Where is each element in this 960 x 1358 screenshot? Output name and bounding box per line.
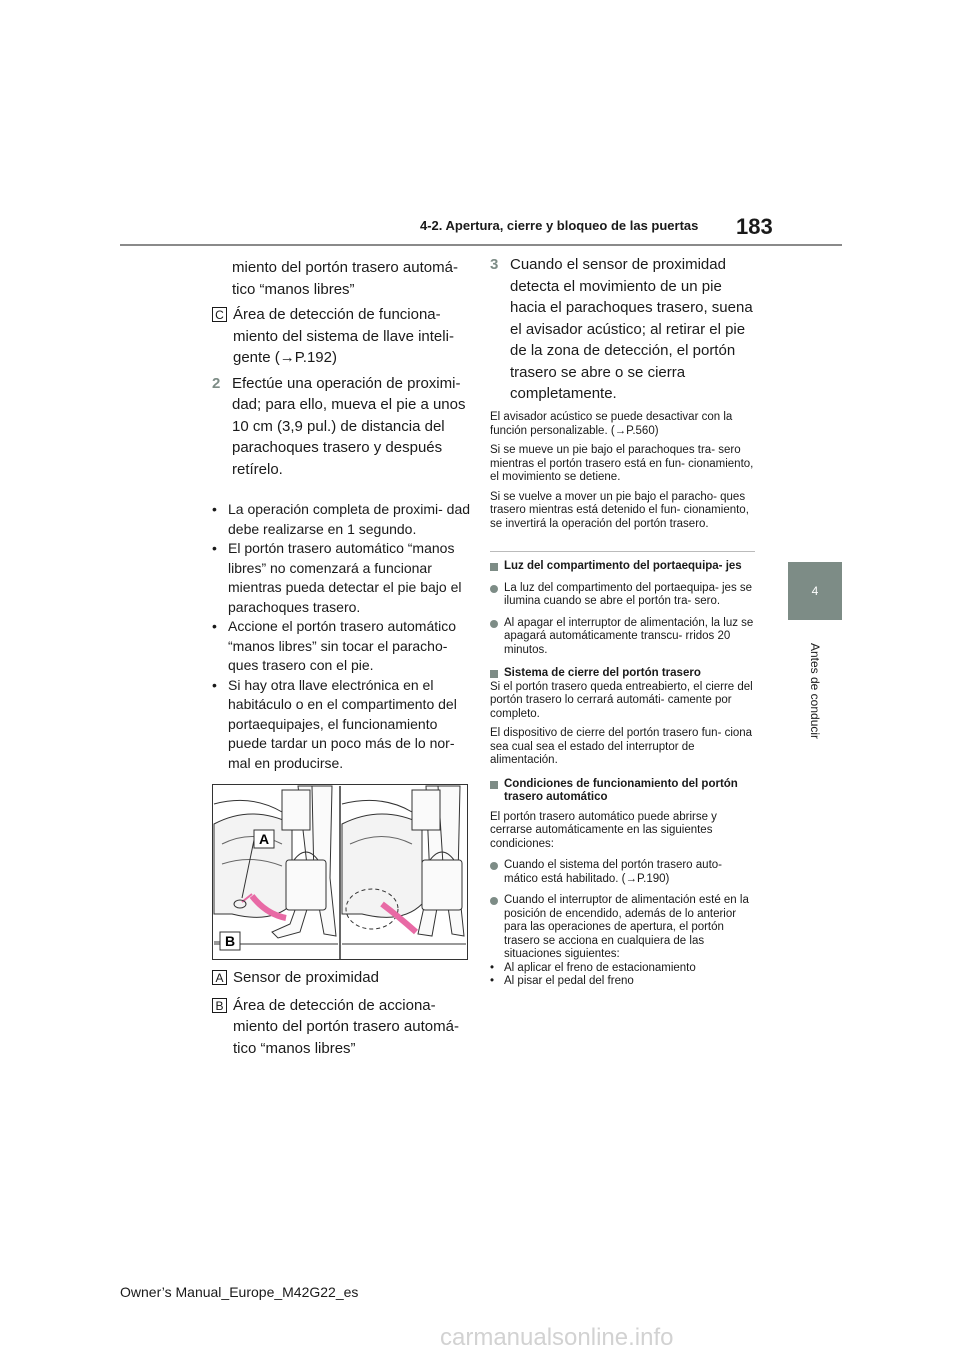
list-item: • La operación completa de proximi- dad debe realizarse en 1 segundo. bbox=[212, 501, 471, 537]
label-a-text: Sensor de proximidad bbox=[233, 969, 379, 986]
list-item: • Al aplicar el freno de estacionamiento bbox=[490, 961, 696, 974]
note-2: Si se mueve un pie bajo el parachoques tra- sero mientras el portón trasero está en fun- cionamiento, el movimiento se detiene. bbox=[490, 444, 754, 483]
label-c-box: C bbox=[212, 307, 227, 322]
section-trunk-light bbox=[490, 551, 755, 657]
step-2-text: Efectúe una operación de proximi- dad; para ello, mueva el pie a unos 10 cm (3,9 pul.) de distancia del parachoques trasero y después retírelo. bbox=[232, 374, 466, 478]
square-bullet-icon bbox=[490, 781, 498, 789]
label-b-box: B bbox=[212, 998, 227, 1013]
list-item: • Al pisar el pedal del freno bbox=[490, 975, 634, 987]
callout-b: B bbox=[224, 933, 236, 949]
circle-bullet-icon bbox=[490, 620, 498, 628]
section-tailgate-closer bbox=[490, 667, 755, 768]
paragraph: El portón trasero automático puede abrirse y cerrarse automáticamente en las siguientes condiciones: bbox=[490, 810, 717, 850]
watermark: carmanualsonline.info bbox=[440, 1324, 674, 1351]
proximity-sensor-illustration bbox=[212, 784, 468, 960]
label-a-row bbox=[212, 967, 474, 989]
circle-bullet-icon bbox=[490, 585, 498, 593]
list-item: Cuando el sistema del portón trasero auto- mático está habilitado. (→P.190) bbox=[490, 859, 755, 886]
callout-a: A bbox=[258, 831, 270, 847]
header-divider bbox=[120, 244, 842, 246]
list-item: La luz del compartimento del portaequipa- jes se ilumina cuando se abre el portón tra- sero. bbox=[490, 582, 755, 609]
right-column-notes bbox=[490, 411, 755, 989]
square-bullet-icon bbox=[490, 670, 498, 678]
paragraph: Si el portón trasero queda entreabierto, el cierre del portón trasero lo cerrará automáti- camente por completo. bbox=[490, 680, 753, 720]
kick-sensor-drawing bbox=[212, 784, 468, 960]
note-3: Si se vuelve a mover un pie bajo el paracho- ques trasero mientras está detenido el fun- cionamiento, se invertirá la operación del portón trasero. bbox=[490, 490, 749, 530]
square-bullet-icon bbox=[490, 563, 498, 571]
list-item: • Si hay otra llave electrónica en el habitáculo o en el compartimento del portaequipajes, el funcionamiento puede tardar un poco más de lo nor- mal en producirse. bbox=[212, 676, 457, 771]
chapter-label: Antes de conducir bbox=[808, 642, 822, 740]
left-bullets bbox=[212, 500, 474, 773]
note-1: El avisador acústico se puede desactivar con la función personalizable. (→P.560) bbox=[490, 411, 733, 437]
chapter-tab: 4 bbox=[788, 562, 842, 620]
footer-document-id: Owner’s Manual_Europe_M42G22_es bbox=[120, 1284, 359, 1300]
left-column-labels bbox=[212, 967, 474, 1059]
step-2-number: 2 bbox=[212, 374, 221, 392]
list-item: Cuando el interruptor de alimentación esté en la posición de encendido, además de lo anterior para las operaciones de apertura, el portón trasero se acciona en cualquiera de las situaciones siguientes: bbox=[490, 894, 755, 962]
step-2 bbox=[212, 373, 474, 481]
left-column-top bbox=[212, 257, 474, 480]
paragraph: El dispositivo de cierre del portón trasero fun- ciona sea cual sea el estado del interruptor de alimentación. bbox=[490, 727, 753, 766]
section-operating-conditions bbox=[490, 778, 755, 989]
section-heading: Sistema de cierre del portón trasero bbox=[490, 667, 755, 681]
circle-bullet-icon bbox=[490, 862, 498, 870]
list-item: • Accione el portón trasero automático “manos libres” sin tocar el paracho- ques trasero con el pie. bbox=[212, 618, 457, 673]
label-b-text: Área de detección de acciona- miento del portón trasero automá- tico “manos libres” bbox=[233, 996, 459, 1057]
intro-continued: miento del portón trasero automá- tico “manos libres” bbox=[232, 259, 458, 298]
label-a-box: A bbox=[212, 970, 227, 985]
label-b-row bbox=[212, 995, 474, 1060]
step-3 bbox=[490, 254, 755, 405]
list-item: Al apagar el interruptor de alimentación, la luz se apagará automáticamente transcu- rridos 20 minutos. bbox=[490, 617, 755, 658]
label-c-row bbox=[212, 304, 474, 369]
step-3-number: 3 bbox=[490, 256, 499, 273]
list-item: • El portón trasero automático “manos libres” no comenzará a funcionar mientras pueda detectar el pie bajo el parachoques trasero. bbox=[212, 540, 462, 615]
page-number: 183 bbox=[736, 214, 773, 239]
section-title: 4-2. Apertura, cierre y bloqueo de las puertas bbox=[420, 218, 699, 233]
section-heading: Condiciones de funcionamiento del portón trasero automático bbox=[490, 778, 755, 805]
section-heading: Luz del compartimento del portaequipa- jes bbox=[490, 560, 755, 574]
label-c-text: Área de detección de funciona- miento del sistema de llave inteli- gente (→P.192) bbox=[233, 306, 454, 366]
step-3-text: Cuando el sensor de proximidad detecta el movimiento de un pie hacia el parachoques trasero, suena el avisador acústico; al retirar el pie de la zona de detección, el portón trasero se abre o se cierra completamente. bbox=[510, 256, 753, 402]
circle-bullet-icon bbox=[490, 897, 498, 905]
